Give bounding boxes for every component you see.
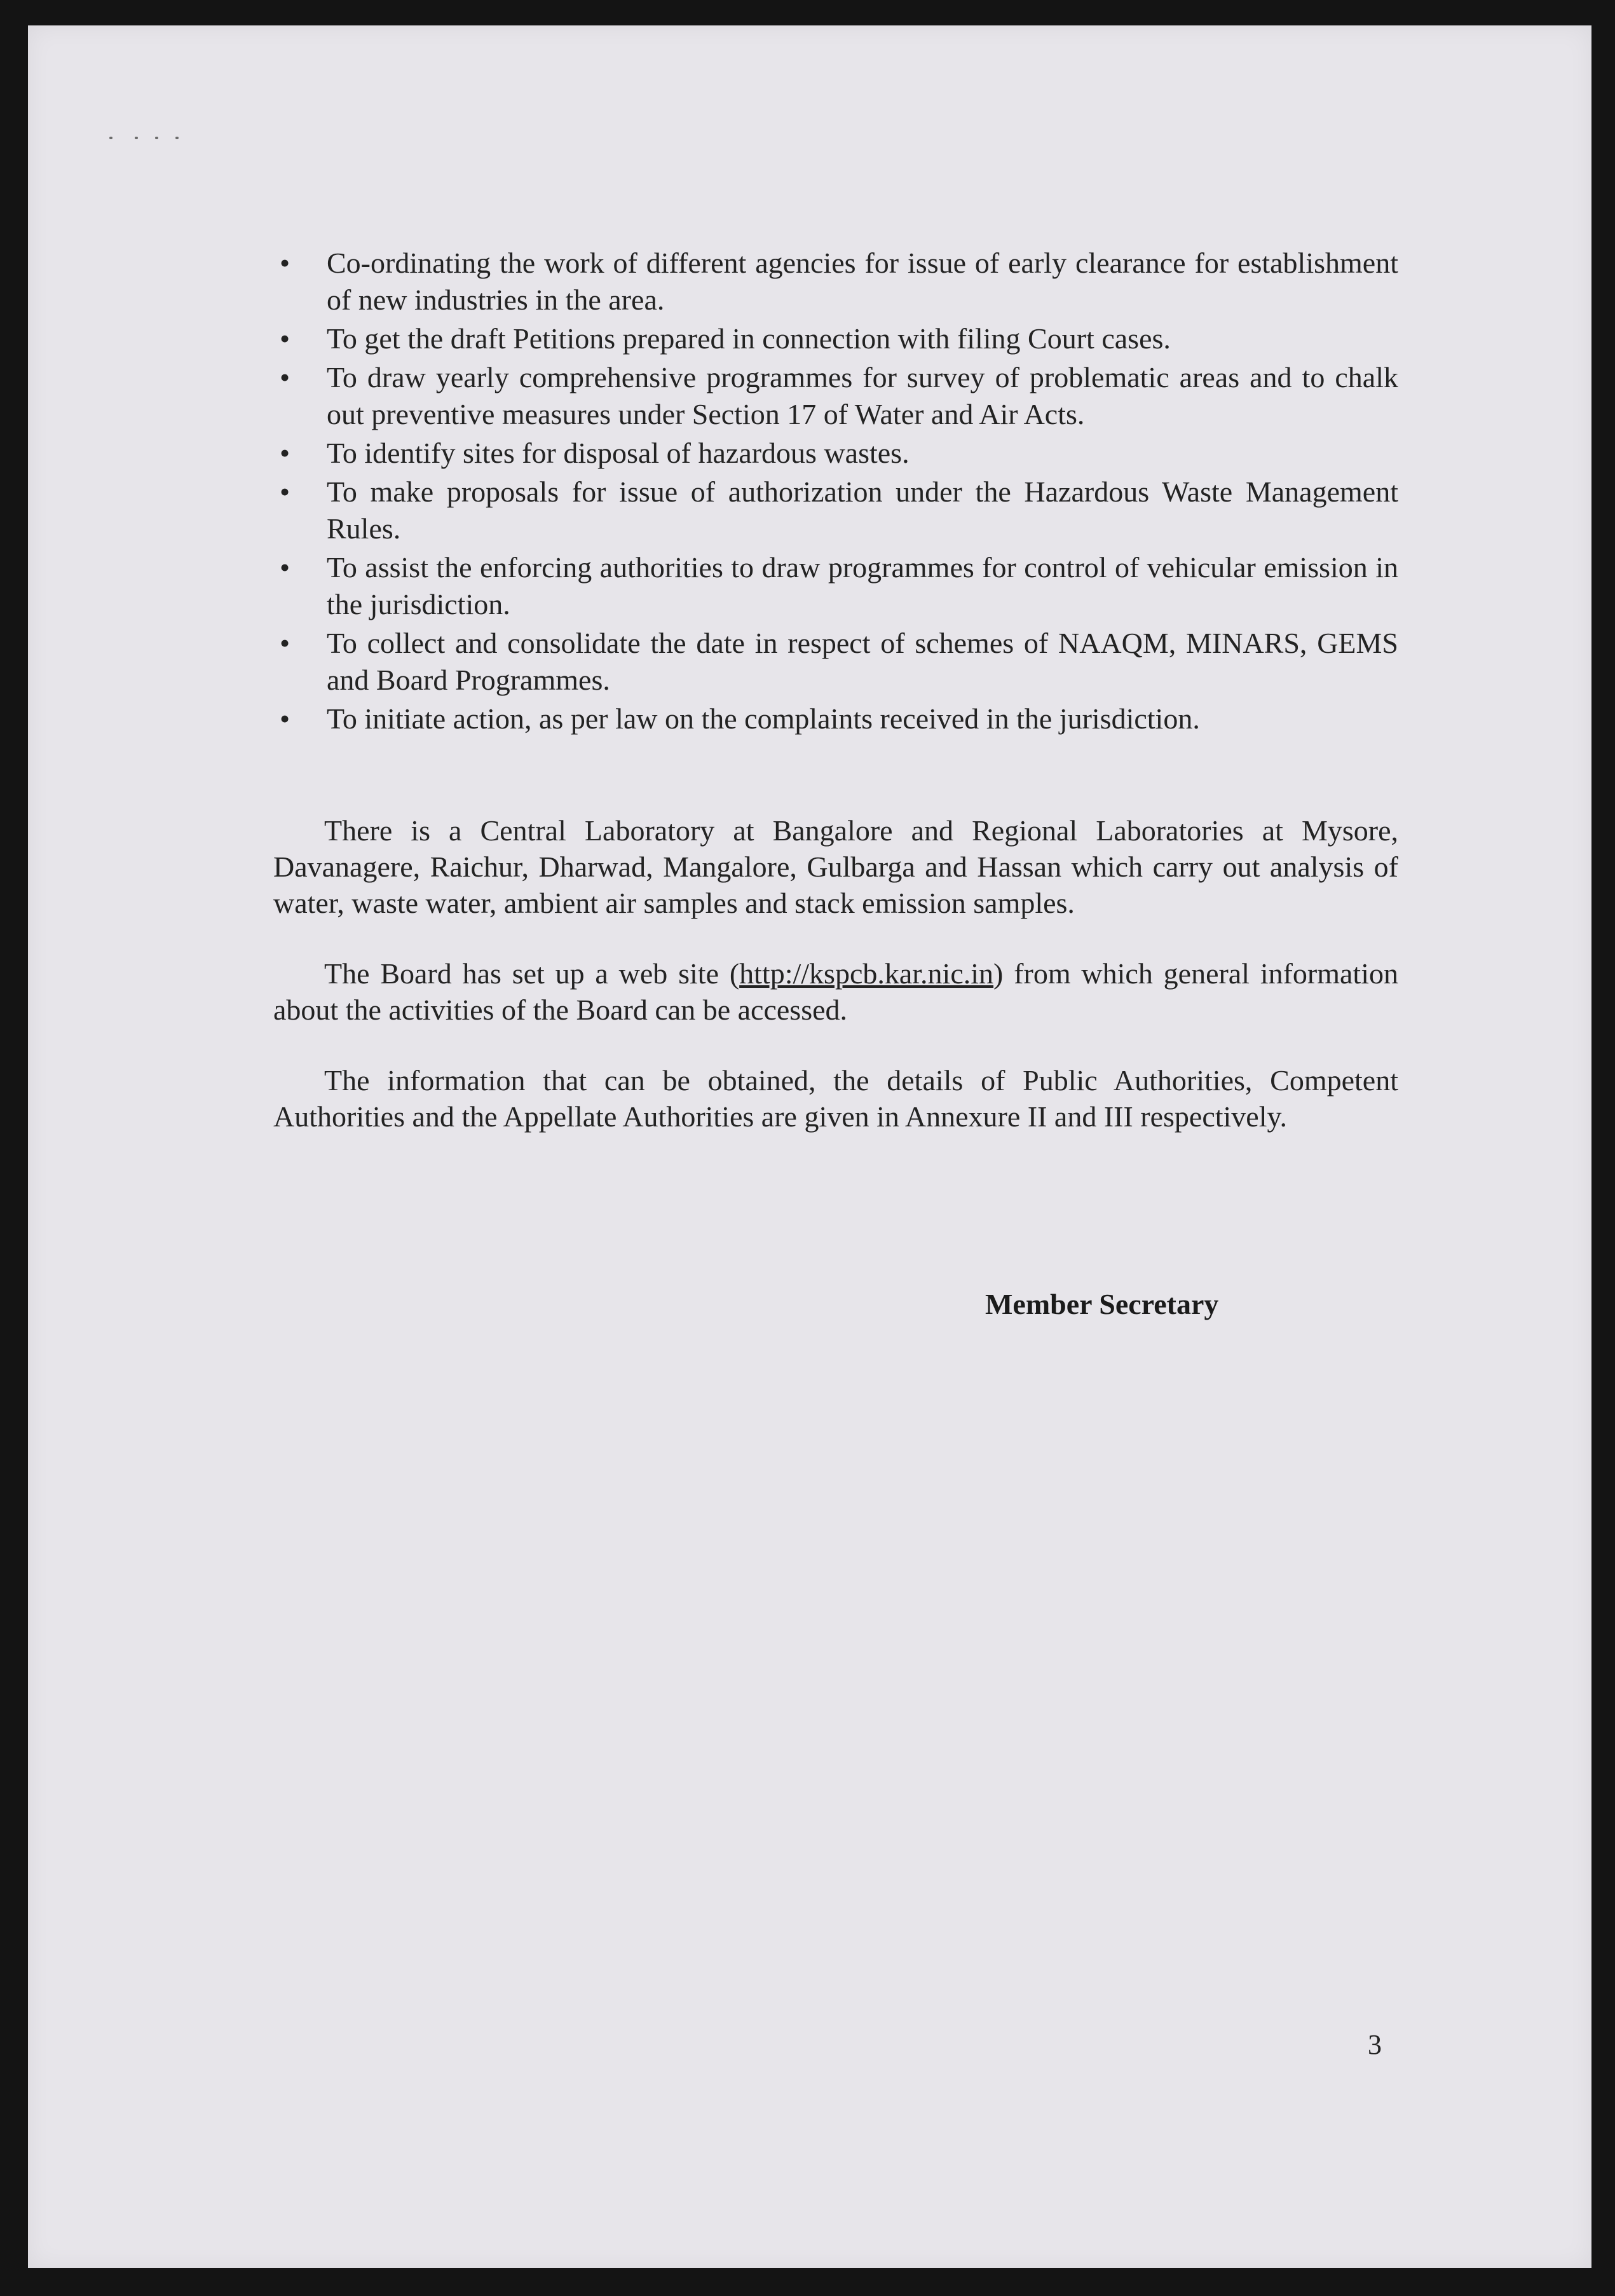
page-number: 3: [1368, 2029, 1382, 2060]
website-text-after: ) from which general information about the activities of the Board can be accessed.: [273, 957, 1398, 1026]
list-item-text: To assist the enforcing authorities to draw programmes for control of vehicular emission in the jurisdiction.: [327, 551, 1398, 620]
scan-speck-marks: [109, 137, 179, 140]
website-link[interactable]: http://kspcb.kar.nic.in: [739, 957, 994, 990]
signatory-title: Member Secretary: [985, 1288, 1219, 1320]
duties-list: [273, 245, 1398, 737]
website-text-before: The Board has set up a web site (: [324, 957, 740, 990]
bullet-icon: •: [280, 437, 290, 469]
list-item-text: To draw yearly comprehensive programmes for survey of problematic areas and to chalk out preventive measures under Section 17 of Water and Air Acts.: [327, 361, 1398, 430]
document-page: [28, 25, 1591, 2268]
list-item: [273, 320, 1398, 357]
bullet-icon: •: [280, 475, 290, 508]
bullet-icon: •: [280, 702, 290, 735]
list-item-text: To collect and consolidate the date in respect of schemes of NAAQM, MINARS, GEMS and Board Programmes.: [327, 627, 1398, 696]
bullet-icon: •: [280, 627, 290, 659]
list-item-text: To make proposals for issue of authorization under the Hazardous Waste Management Rules.: [327, 475, 1398, 545]
laboratories-paragraph: There is a Central Laboratory at Bangalore and Regional Laboratories at Mysore, Davanagere, Raichur, Dharwad, Mangalore, Gulbarga and Hassan which carry out analysis of water, waste water, ambient air samples and stack emission samples.: [273, 814, 1398, 919]
list-item: [273, 474, 1398, 547]
list-item: [273, 245, 1398, 318]
bullet-icon: •: [280, 551, 290, 584]
bullet-icon: •: [280, 322, 290, 355]
page-body: [273, 245, 1398, 1135]
list-item-text: To identify sites for disposal of hazardous wastes.: [327, 437, 910, 469]
list-item-text: To initiate action, as per law on the complaints received in the jurisdiction.: [327, 702, 1200, 735]
annexure-paragraph: The information that can be obtained, the details of Public Authorities, Competent Authorities and the Appellate Authorities are given in Annexure II and III respectively.: [273, 1064, 1398, 1133]
list-item: [273, 435, 1398, 472]
list-item: [273, 625, 1398, 699]
bullet-icon: •: [280, 361, 290, 393]
list-item: [273, 700, 1398, 737]
bullet-icon: •: [280, 247, 290, 279]
list-item: [273, 549, 1398, 623]
list-item-text: To get the draft Petitions prepared in connection with filing Court cases.: [327, 322, 1171, 355]
website-paragraph: [273, 955, 1398, 1028]
list-item: [273, 359, 1398, 433]
list-item-text: Co-ordinating the work of different agencies for issue of early clearance for establishment of new industries in the area.: [327, 247, 1398, 316]
